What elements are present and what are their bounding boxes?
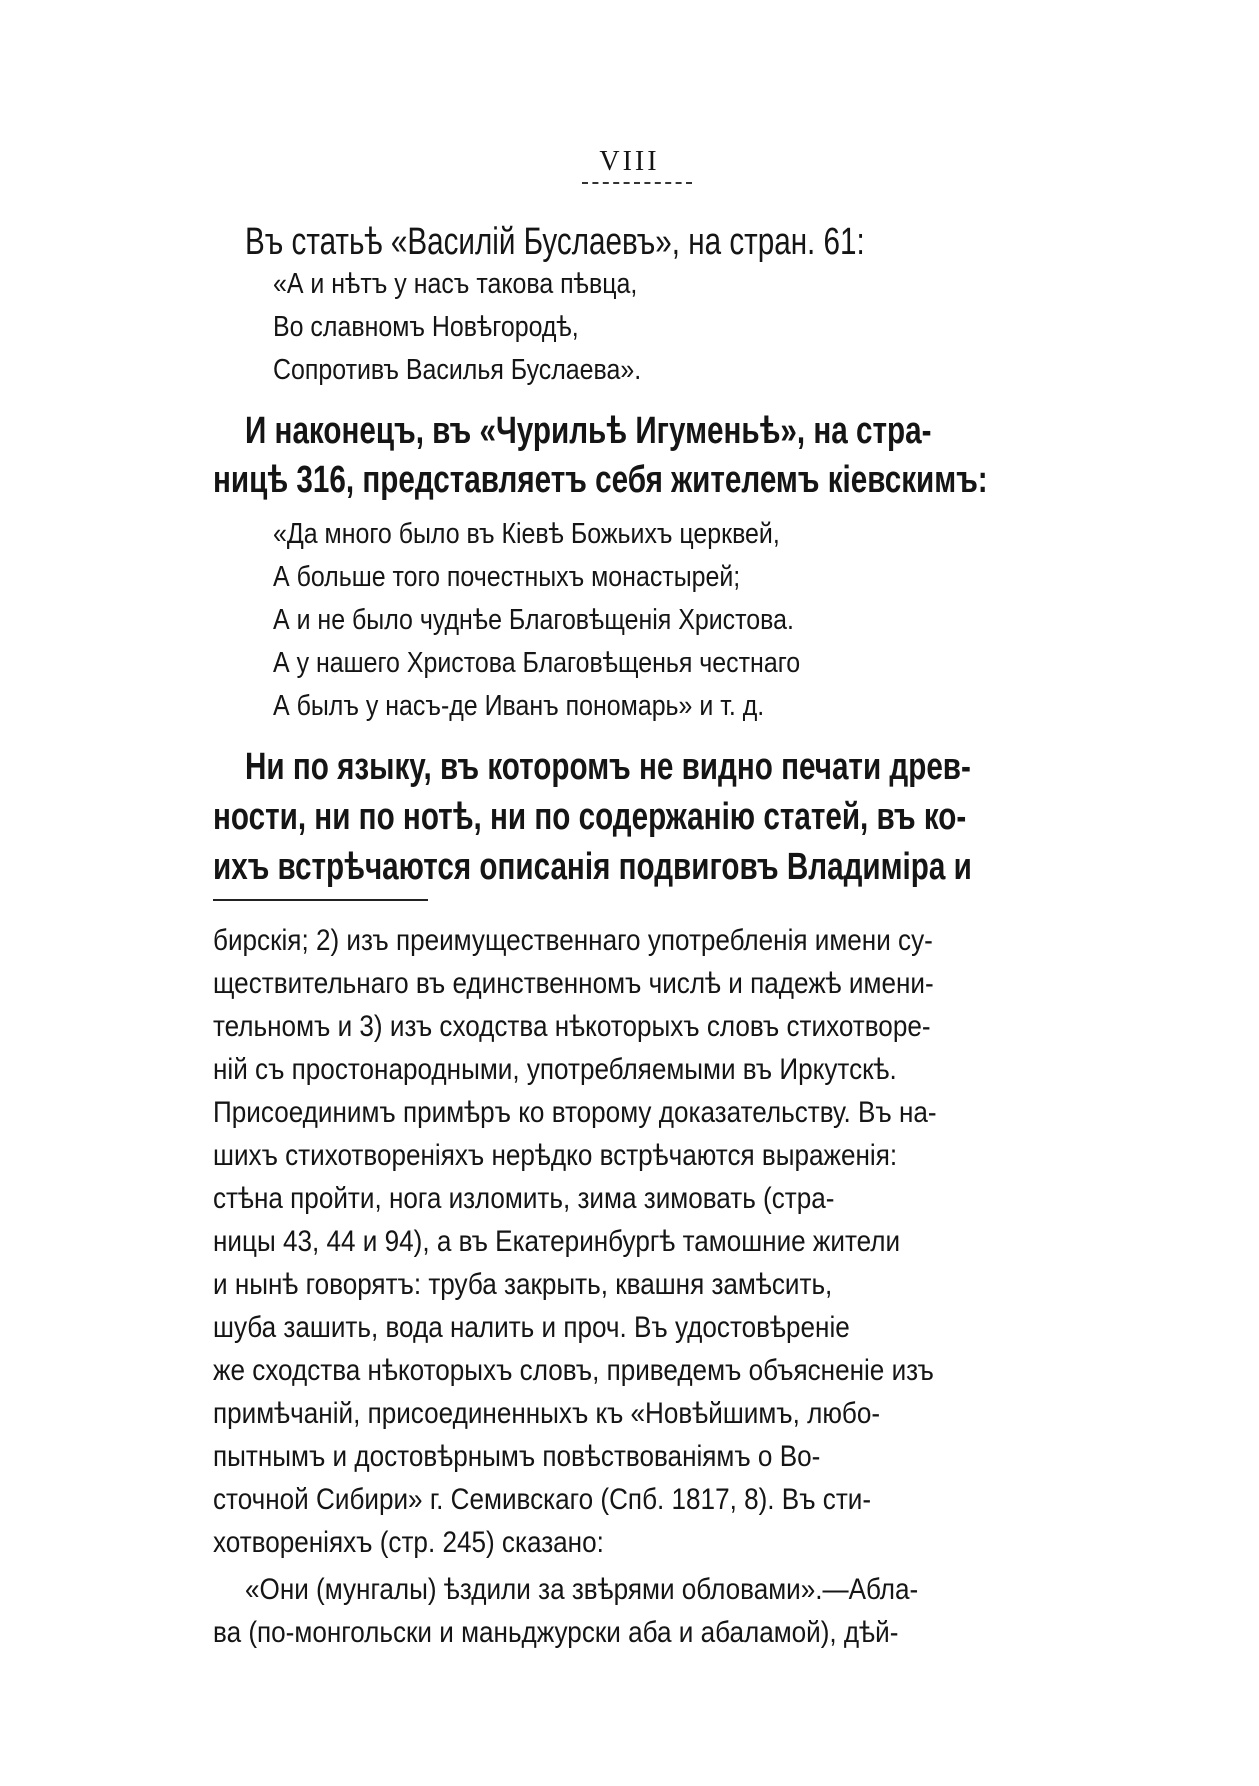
section2-verse-line-4: А у нашего Христова Благовѣщенья честнаго [273, 647, 801, 679]
footnote-line-11: же сходства нѣкоторыхъ словъ, приведемъ объясненіе изъ [213, 1354, 934, 1387]
footnote-line-9: и нынѣ говорятъ: труба закрыть, квашня замѣсить, [213, 1268, 833, 1301]
footnote-rule [213, 899, 428, 901]
footnote-line-12: примѣчаній, присоединенныхъ къ «Новѣйшимъ, любо- [213, 1397, 881, 1430]
header-rule [582, 182, 692, 184]
section2-verse-line-5: А былъ у насъ-де Иванъ пономарь» и т. д. [273, 690, 765, 722]
section2-verse-line-1: «Да много было въ Кіевѣ Божьихъ церквей, [273, 518, 780, 550]
section2-intro-line-1: И наконецъ, въ «Чурильѣ Игуменьѣ», на стра- [245, 410, 932, 452]
section3-line-2: ности, ни по нотѣ, ни по содержанію статей, въ ко- [213, 796, 967, 838]
footnote-line-17: ва (по-монгольски и маньджурски аба и абаламой), дѣй- [213, 1616, 899, 1649]
footnote-line-14: сточной Сибири» г. Семивскаго (Спб. 1817, 8). Въ сти- [213, 1483, 872, 1516]
footnote-line-4: ній съ простонародными, употребляемыми въ Иркутскѣ. [213, 1053, 897, 1086]
footnote-line-10: шуба зашить, вода налить и проч. Въ удостовѣреніе [213, 1311, 850, 1344]
page-number: VIII [599, 146, 660, 177]
section3-line-3: ихъ встрѣчаются описанія подвиговъ Владиміра и [213, 846, 972, 888]
section3-line-1: Ни по языку, въ которомъ не видно печати древ- [245, 746, 971, 788]
footnote-line-2: ществительнаго въ единственномъ числѣ и падежѣ имени- [213, 967, 934, 1000]
footnote-line-3: тельномъ и 3) изъ сходства нѣкоторыхъ словъ стихотворе- [213, 1010, 931, 1043]
section2-intro-line-2: ницѣ 316, представляетъ себя жителемъ кіевскимъ: [213, 459, 988, 501]
footnote-line-16: «Они (мунгалы) ѣздили за звѣрями обловами».—Абла- [245, 1573, 919, 1606]
footnote-line-13: пытнымъ и достовѣрнымъ повѣствованіямъ о Во- [213, 1440, 821, 1473]
section1-verse-line-3: Сопротивъ Василья Буслаева». [273, 354, 642, 386]
section1-intro: Въ статьѣ «Василій Буслаевъ», на стран. 61: [245, 221, 865, 263]
section1-verse-line-2: Во славномъ Новѣгородѣ, [273, 311, 579, 343]
footnote-line-7: стѣна пройти, нога изломить, зима зимовать (стра- [213, 1182, 835, 1215]
section2-verse-line-2: А больше того почестныхъ монастырей; [273, 561, 741, 593]
footnote-line-5: Присоединимъ примѣръ ко второму доказательству. Въ на- [213, 1096, 937, 1129]
section1-verse-line-1: «А и нѣтъ у насъ такова пѣвца, [273, 268, 638, 300]
footnote-line-1: бирскія; 2) изъ преимущественнаго употребленія имени су- [213, 924, 933, 957]
section2-verse-line-3: А и не было чуднѣе Благовѣщенія Христова. [273, 604, 794, 636]
footnote-line-6: шихъ стихотвореніяхъ нерѣдко встрѣчаются выраженія: [213, 1139, 898, 1172]
footnote-line-15: хотвореніяхъ (стр. 245) сказано: [213, 1526, 604, 1559]
footnote-line-8: ницы 43, 44 и 94), а въ Екатеринбургѣ тамошние жители [213, 1225, 901, 1258]
